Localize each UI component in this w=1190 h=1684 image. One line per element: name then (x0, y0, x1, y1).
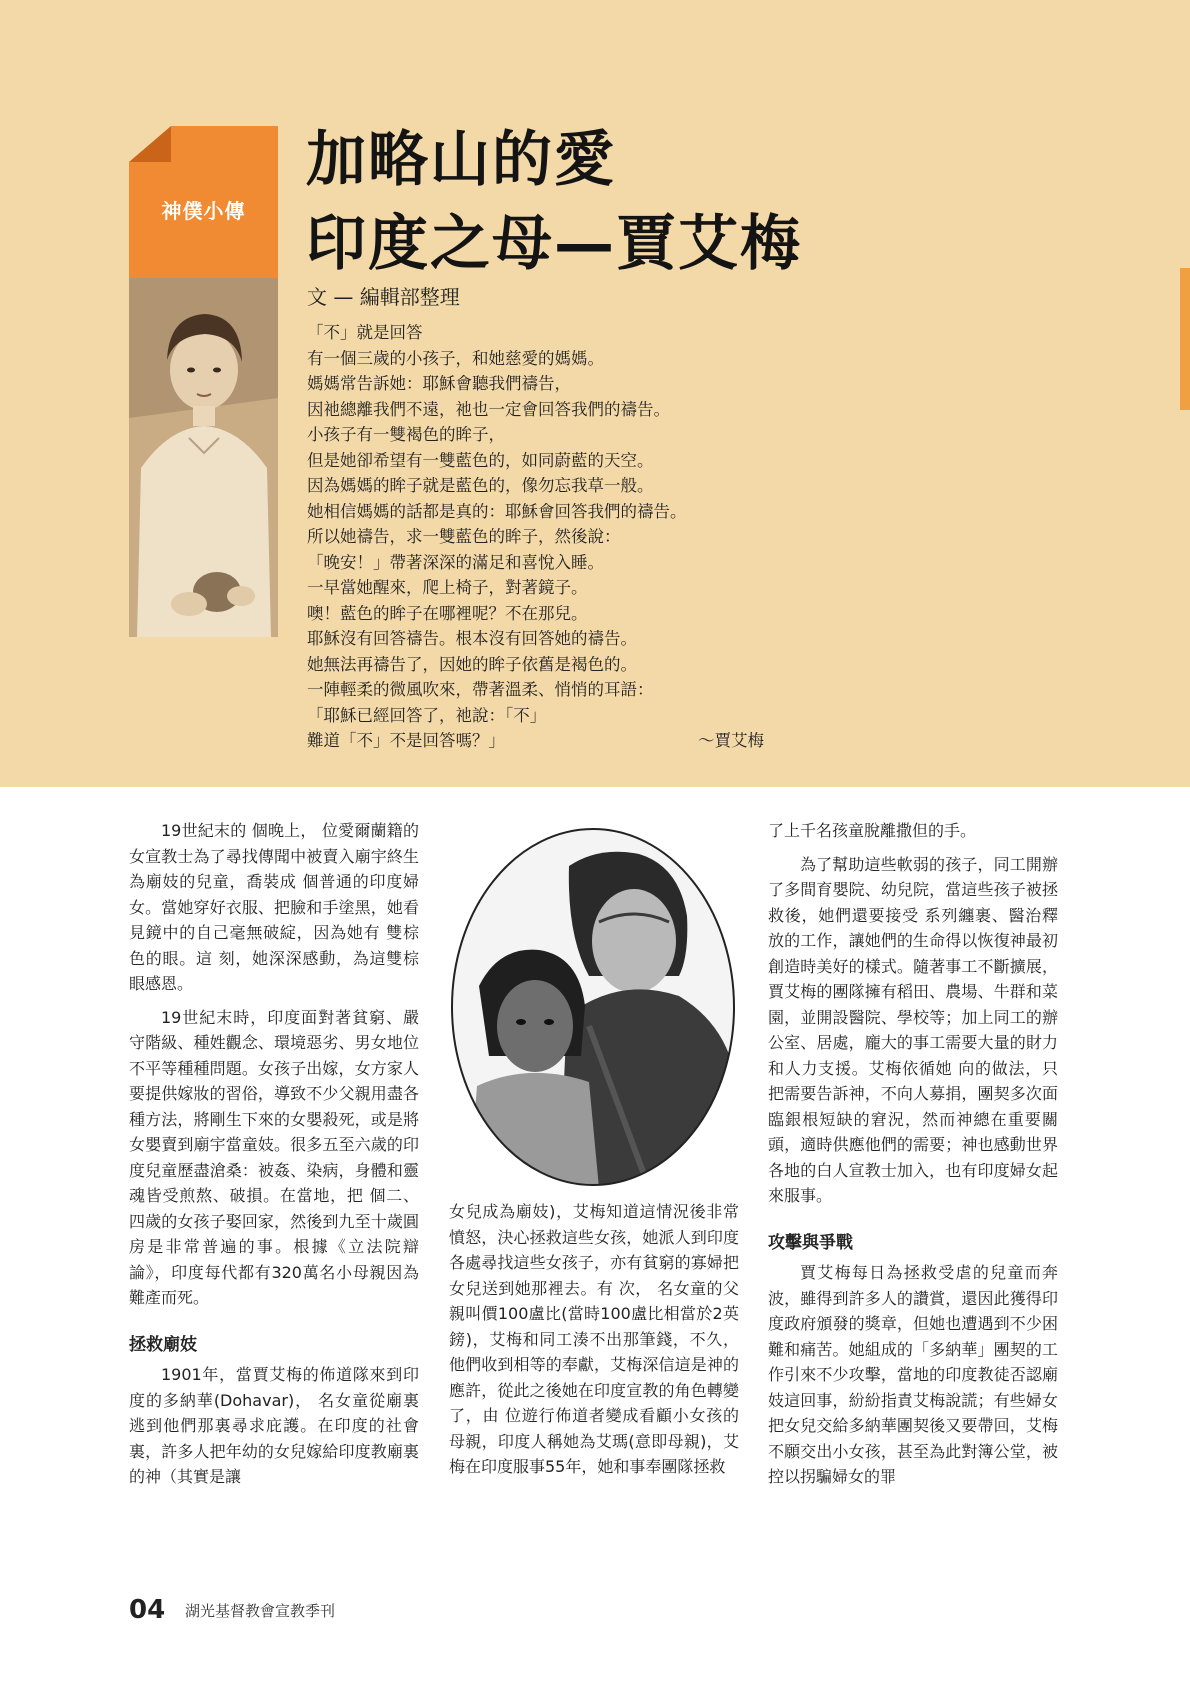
section-heading: 攻擊與爭戰 (768, 1232, 853, 1253)
article-paragraph: 為了幫助這些軟弱的孩子，同工開辦了多間育嬰院、幼兒院，當這些孩子被拯救後，她們還要接受 系列纏裹、醫治釋放的工作，讓她們的生命得以恢復神最初創造時美好的樣式。隨著事工不斷擴展，賈艾梅的團隊擁有稻田、農場、牛群和菜園，並開設醫院、學校等；加上同工的辦公室、居處，龐大的事工需要大量的財力和人力支援。艾梅依循她 向的做法，只把需要告訴神，不向人募捐，團契多次面臨銀根短缺的窘況，然而神總在重要關頭，適時供應他們的需要；神也感動世界各地的白人宣教士加入，也有印度婦女起來服事。 (768, 854, 1058, 1205)
oval-photo (449, 826, 737, 1188)
article-column-2 (449, 1199, 739, 1488)
poem-line: 一早當她醒來，爬上椅子，對著鏡子。 (307, 578, 588, 597)
section-tag-label: 神僕小傳 (161, 199, 246, 223)
page-number: 04 (129, 1595, 166, 1625)
tag-fold-corner (129, 126, 171, 162)
poem-line: 媽媽常告訴她：耶穌會聽我們禱告， (307, 374, 571, 393)
poem-line: 難道「不」不是回答嗎？」 (307, 731, 505, 750)
article-paragraph: 女兒成為廟妓)，艾梅知道這情況後非常憤怒，決心拯救這些女孩，她派人到印度各處尋找這些女孩子，亦有貧窮的寡婦把女兒送到她那裡去。有 次， 名女童的父親叫價100盧比(當時100盧比相當於2英鎊)，艾梅和同工湊不出那筆錢，不久，他們收到相等的奉獻，艾梅深信這是神的應許，從此之後她在印度宣教的角色轉變了，由 位遊行佈道者變成看顧小女孩的母親，印度人稱她為艾瑪(意即母親)，艾梅在印度服事55年，她和事奉團隊拯救 (449, 1202, 739, 1476)
poem-line: 噢！藍色的眸子在哪裡呢？不在那兒。 (307, 603, 588, 623)
edge-tab (1180, 268, 1190, 410)
portrait-illustration (129, 278, 278, 637)
poem-signature: ～賈艾梅 (698, 731, 764, 750)
article-column-3 (768, 818, 1058, 1498)
byline: 文 — 編輯部整理 (307, 285, 460, 309)
article-paragraph: 1901年，當賈艾梅的佈道隊來到印度的多納華(Dohavar)， 名女童從廟裏逃到他們那裏尋求庇護。在印度的社會裏，許多人把年幼的女兒嫁給印度教廟裏的神（其實是讓 (129, 1365, 419, 1486)
article-title (306, 118, 802, 286)
article-column-1 (129, 818, 419, 1498)
poem-line: 小孩子有一雙褐色的眸子， (307, 425, 505, 444)
publication-name: 湖光基督教會宣教季刊 (185, 1602, 336, 1620)
portrait-photo (129, 278, 278, 637)
poem-line: 因祂總離我們不遠，祂也一定會回答我們的禱告。 (307, 399, 670, 419)
poem-line: 「晚安！」帶著深深的滿足和喜悅入睡。 (307, 552, 604, 572)
article-paragraph: 19世紀末時，印度面對著貧窮、嚴守階級、種姓觀念、環境惡劣、男女地位不平等種種問題。女孩子出嫁，女方家人要提供嫁妝的習俗，導致不少父親用盡各種方法，將剛生下來的女嬰殺死，或是將女嬰賣到廟宇當童妓。很多五至六歲的印度兒童歷盡滄桑：被姦、染病，身體和靈魂皆受煎熬、破損。在當地，把 個二、四歲的女孩子娶回家，然後到九至十歲圓房是非常普遍的事。根據《立法院辯論》，印度每代都有320萬名小母親因為難產而死。 (129, 1007, 419, 1307)
poem-line: 「耶穌已經回答了，祂說：「不」 (307, 705, 547, 725)
article-paragraph: 了上千名孩童脫離撒但的手。 (768, 821, 977, 840)
poem-line: 有一個三歲的小孩子，和她慈愛的媽媽。 (307, 348, 604, 368)
title-line-1: 加略山的愛 (306, 125, 616, 195)
poem-line: 但是她卻希望有一雙藍色的，如同蔚藍的天空。 (307, 450, 654, 470)
poem-line: 她相信媽媽的話都是真的：耶穌會回答我們的禱告。 (307, 501, 687, 521)
poem-line: 因為媽媽的眸子就是藍色的，像勿忘我草一般。 (307, 476, 654, 495)
title-line-2: 印度之母—賈艾梅 (306, 209, 802, 279)
poem-line: 耶穌沒有回答禱告。根本沒有回答她的禱告。 (307, 629, 637, 648)
mother-child-photo (449, 826, 737, 1188)
article-paragraph: 賈艾梅每日為拯救受虐的兒童而奔波，雖得到許多人的讚賞，還因此獲得印度政府頒發的獎章，但她也遭遇到不少困難和痛苦。她組成的「多納華」團契的工作引來不少攻擊，當地的印度教徒否認廟妓這回事，紛紛指責艾梅說謊；有些婦女把女兒交給多納華團契後又要帶回，艾梅不願交出小女孩，甚至為此對簿公堂，被控以拐騙婦女的罪 (768, 1263, 1058, 1486)
poem-line: 一陣輕柔的微風吹來，帶著溫柔、悄悄的耳語： (307, 680, 654, 699)
poem-line: 她無法再禱告了，因她的眸子依舊是褐色的。 (307, 654, 637, 674)
section-heading: 拯救廟妓 (129, 1334, 197, 1355)
poem-title: 「不」就是回答 (307, 323, 423, 342)
poem-block (307, 320, 867, 754)
poem-line: 所以她禱告，求一雙藍色的眸子，然後說： (307, 527, 621, 546)
poem-last-line (307, 728, 867, 754)
article-paragraph: 19世紀末的 個晚上， 位愛爾蘭籍的女宣教士為了尋找傳聞中被賣入廟宇終生為廟妓的兒童，喬裝成 個普通的印度婦女。當她穿好衣服、把臉和手塗黑，她看見鏡中的自己毫無破綻，因為她有 雙棕色的眼。這 刻，她深深感動，為這雙棕眼感恩。 (129, 821, 419, 993)
